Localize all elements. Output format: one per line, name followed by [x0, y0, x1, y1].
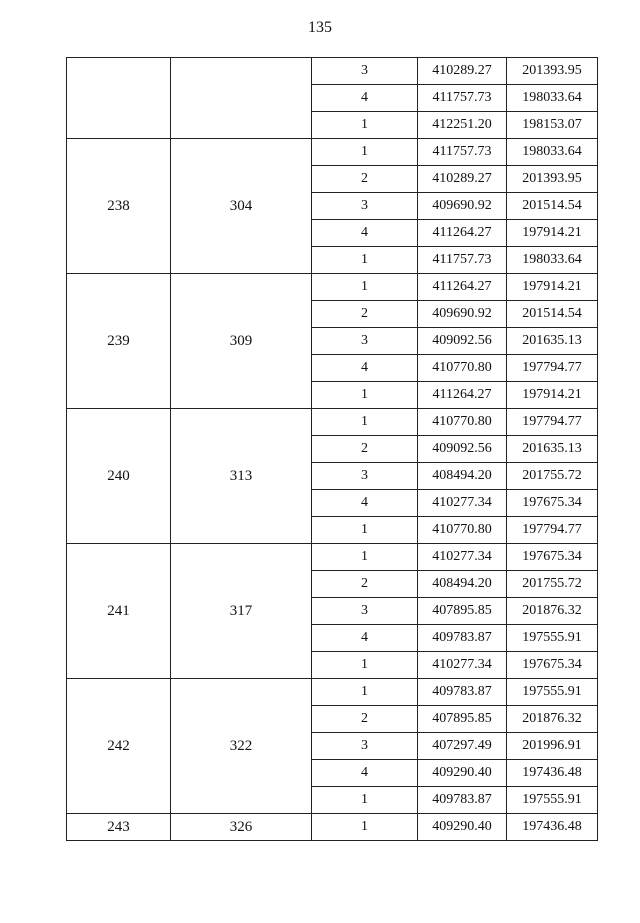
- parcel-number-cell: 240: [67, 409, 171, 544]
- point-number-cell: 1: [312, 139, 418, 166]
- x-coordinate-cell: 408494.20: [418, 463, 507, 490]
- y-coordinate-cell: 197436.48: [507, 814, 598, 841]
- x-coordinate-cell: 409783.87: [418, 787, 507, 814]
- y-coordinate-cell: 197914.21: [507, 274, 598, 301]
- y-coordinate-cell: 197555.91: [507, 787, 598, 814]
- table-row: [67, 139, 598, 166]
- y-coordinate-cell: 201635.13: [507, 328, 598, 355]
- point-number-cell: 4: [312, 760, 418, 787]
- y-coordinate-cell: 201876.32: [507, 706, 598, 733]
- table-row: [67, 274, 598, 301]
- y-coordinate-cell: 201996.91: [507, 733, 598, 760]
- parcel-number-cell: 241: [67, 544, 171, 679]
- y-coordinate-cell: 197675.34: [507, 544, 598, 571]
- y-coordinate-cell: 201635.13: [507, 436, 598, 463]
- y-coordinate-cell: 201514.54: [507, 193, 598, 220]
- point-number-cell: 2: [312, 166, 418, 193]
- point-number-cell: 1: [312, 679, 418, 706]
- parcel-code-cell: 317: [171, 544, 312, 679]
- y-coordinate-cell: 198033.64: [507, 247, 598, 274]
- x-coordinate-cell: 411264.27: [418, 274, 507, 301]
- x-coordinate-cell: 410277.34: [418, 652, 507, 679]
- point-number-cell: 1: [312, 382, 418, 409]
- x-coordinate-cell: 411264.27: [418, 382, 507, 409]
- parcel-number-cell: [67, 58, 171, 139]
- parcel-code-cell: 313: [171, 409, 312, 544]
- x-coordinate-cell: 410770.80: [418, 355, 507, 382]
- y-coordinate-cell: 197436.48: [507, 760, 598, 787]
- parcel-number-cell: 242: [67, 679, 171, 814]
- point-number-cell: 2: [312, 706, 418, 733]
- point-number-cell: 1: [312, 409, 418, 436]
- point-number-cell: 2: [312, 436, 418, 463]
- x-coordinate-cell: 407895.85: [418, 598, 507, 625]
- parcel-number-cell: 238: [67, 139, 171, 274]
- x-coordinate-cell: 409783.87: [418, 625, 507, 652]
- x-coordinate-cell: 411757.73: [418, 85, 507, 112]
- point-number-cell: 1: [312, 247, 418, 274]
- y-coordinate-cell: 197675.34: [507, 652, 598, 679]
- x-coordinate-cell: 411757.73: [418, 139, 507, 166]
- point-number-cell: 4: [312, 490, 418, 517]
- x-coordinate-cell: 410277.34: [418, 544, 507, 571]
- x-coordinate-cell: 411757.73: [418, 247, 507, 274]
- y-coordinate-cell: 197914.21: [507, 382, 598, 409]
- coordinates-table: [66, 57, 598, 841]
- x-coordinate-cell: 412251.20: [418, 112, 507, 139]
- point-number-cell: 3: [312, 463, 418, 490]
- parcel-code-cell: 309: [171, 274, 312, 409]
- y-coordinate-cell: 197675.34: [507, 490, 598, 517]
- x-coordinate-cell: 411264.27: [418, 220, 507, 247]
- y-coordinate-cell: 197794.77: [507, 355, 598, 382]
- y-coordinate-cell: 198033.64: [507, 85, 598, 112]
- point-number-cell: 1: [312, 517, 418, 544]
- y-coordinate-cell: 197794.77: [507, 517, 598, 544]
- x-coordinate-cell: 410277.34: [418, 490, 507, 517]
- point-number-cell: 3: [312, 193, 418, 220]
- x-coordinate-cell: 409290.40: [418, 814, 507, 841]
- x-coordinate-cell: 407297.49: [418, 733, 507, 760]
- point-number-cell: 4: [312, 220, 418, 247]
- point-number-cell: 3: [312, 733, 418, 760]
- y-coordinate-cell: 201755.72: [507, 571, 598, 598]
- point-number-cell: 4: [312, 355, 418, 382]
- y-coordinate-cell: 201393.95: [507, 58, 598, 85]
- y-coordinate-cell: 201514.54: [507, 301, 598, 328]
- point-number-cell: 3: [312, 328, 418, 355]
- x-coordinate-cell: 410770.80: [418, 517, 507, 544]
- point-number-cell: 3: [312, 598, 418, 625]
- y-coordinate-cell: 197555.91: [507, 679, 598, 706]
- x-coordinate-cell: 410770.80: [418, 409, 507, 436]
- x-coordinate-cell: 409092.56: [418, 436, 507, 463]
- x-coordinate-cell: 409690.92: [418, 193, 507, 220]
- point-number-cell: 1: [312, 787, 418, 814]
- y-coordinate-cell: 197914.21: [507, 220, 598, 247]
- y-coordinate-cell: 201876.32: [507, 598, 598, 625]
- coordinates-table-body: [67, 58, 598, 841]
- y-coordinate-cell: 201755.72: [507, 463, 598, 490]
- x-coordinate-cell: 410289.27: [418, 58, 507, 85]
- parcel-code-cell: 326: [171, 814, 312, 841]
- x-coordinate-cell: 410289.27: [418, 166, 507, 193]
- point-number-cell: 4: [312, 625, 418, 652]
- x-coordinate-cell: 409092.56: [418, 328, 507, 355]
- point-number-cell: 1: [312, 814, 418, 841]
- table-row: [67, 58, 598, 85]
- table-row: [67, 544, 598, 571]
- y-coordinate-cell: 197555.91: [507, 625, 598, 652]
- x-coordinate-cell: 407895.85: [418, 706, 507, 733]
- x-coordinate-cell: 409783.87: [418, 679, 507, 706]
- parcel-number-cell: 243: [67, 814, 171, 841]
- parcel-code-cell: 322: [171, 679, 312, 814]
- point-number-cell: 1: [312, 112, 418, 139]
- y-coordinate-cell: 198153.07: [507, 112, 598, 139]
- point-number-cell: 1: [312, 544, 418, 571]
- y-coordinate-cell: 201393.95: [507, 166, 598, 193]
- table-row: [67, 814, 598, 841]
- table-row: [67, 409, 598, 436]
- y-coordinate-cell: 198033.64: [507, 139, 598, 166]
- parcel-code-cell: [171, 58, 312, 139]
- point-number-cell: 4: [312, 85, 418, 112]
- x-coordinate-cell: 408494.20: [418, 571, 507, 598]
- page-number: 135: [308, 19, 332, 36]
- point-number-cell: 2: [312, 571, 418, 598]
- table-row: [67, 679, 598, 706]
- point-number-cell: 2: [312, 301, 418, 328]
- point-number-cell: 1: [312, 652, 418, 679]
- parcel-number-cell: 239: [67, 274, 171, 409]
- point-number-cell: 3: [312, 58, 418, 85]
- x-coordinate-cell: 409690.92: [418, 301, 507, 328]
- y-coordinate-cell: 197794.77: [507, 409, 598, 436]
- x-coordinate-cell: 409290.40: [418, 760, 507, 787]
- point-number-cell: 1: [312, 274, 418, 301]
- parcel-code-cell: 304: [171, 139, 312, 274]
